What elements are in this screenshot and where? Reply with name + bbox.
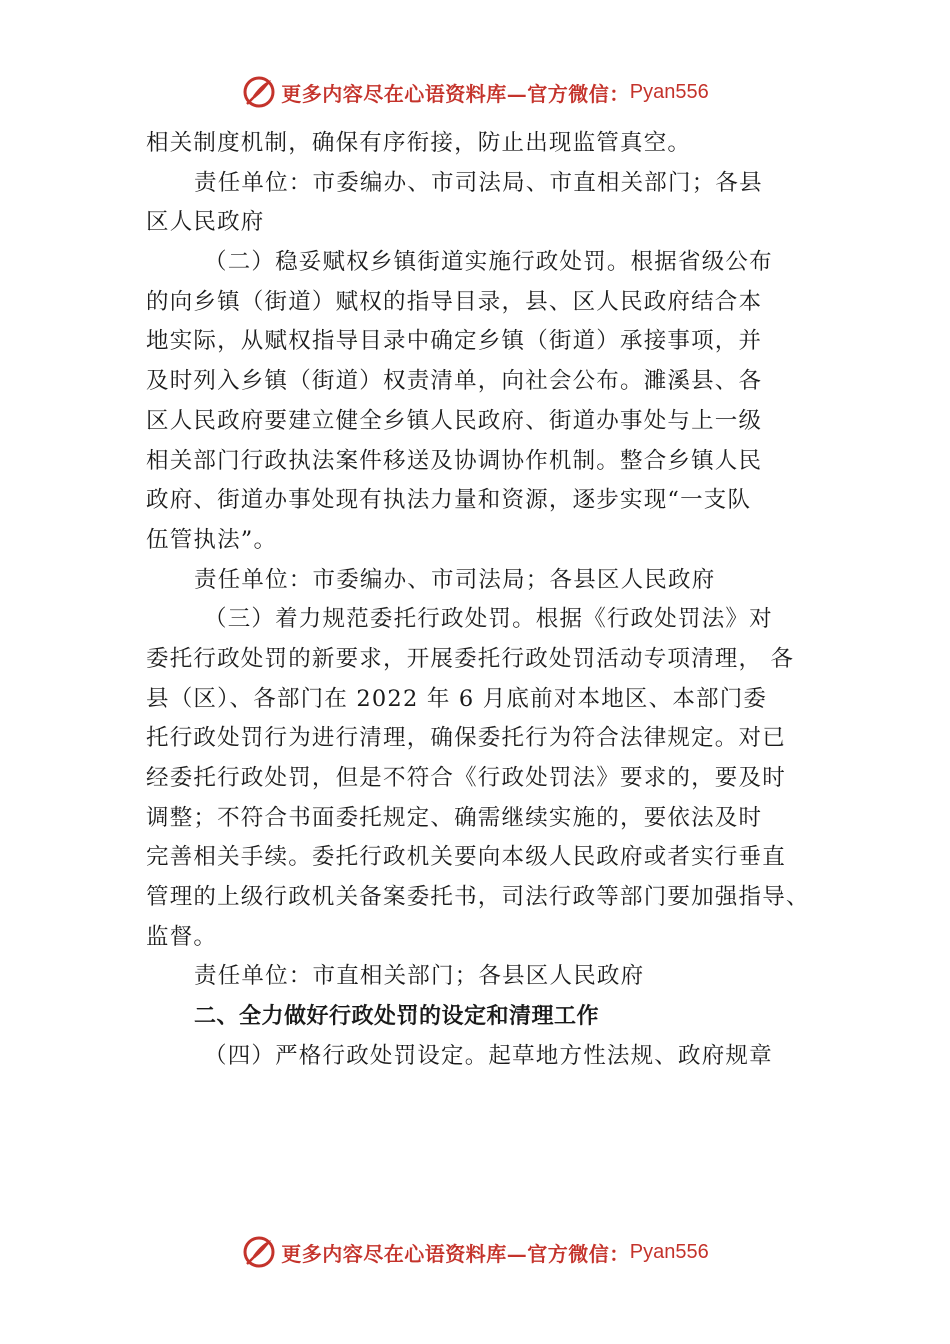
watermark-text: 更多内容尽在心语资料库—官方微信：: [281, 81, 630, 106]
paragraph-line: 监督。: [146, 923, 218, 950]
paragraph-line: 委托行政处罚的新要求，开展委托行政处罚活动专项清理， 各: [146, 645, 795, 672]
paragraph-line: 的向乡镇（街道）赋权的指导目录，县、区人民政府结合本: [146, 288, 763, 315]
feather-seal-icon: [241, 1234, 277, 1270]
responsibility-line: 责任单位：市直相关部门；各县区人民政府: [194, 963, 645, 990]
responsibility-line: 责任单位：市委编办、市司法局；各县区人民政府: [194, 566, 716, 593]
paragraph-line: 托行政处罚行为进行清理，确保委托行为符合法律规定。对已: [146, 725, 786, 752]
section-item-2: （二）稳妥赋权乡镇街道实施行政处罚。根据省级公布: [204, 249, 773, 276]
watermark-id: Pyan556: [629, 80, 709, 103]
paragraph-line: 区人民政府: [146, 209, 265, 236]
responsibility-line: 责任单位：市委编办、市司法局、市直相关部门；各县: [194, 169, 763, 196]
paragraph-line: 相关部门行政执法案件移送及协调协作机制。整合乡镇人民: [146, 447, 763, 474]
paragraph-line: 相关制度机制，确保有序衔接，防止出现监管真空。: [146, 130, 692, 156]
paragraph-line: 政府、街道办事处现有执法力量和资源，逐步实现“一支队: [146, 487, 752, 514]
section-item-3: （三）着力规范委托行政处罚。根据《行政处罚法》对: [204, 606, 773, 633]
paragraph-line: 调整；不符合书面委托规定、确需继续实施的，要依法及时: [146, 804, 763, 831]
section-item-4: （四）严格行政处罚设定。起草地方性法规、政府规章: [204, 1042, 773, 1069]
paragraph-line: 伍管执法”。: [146, 526, 278, 553]
paragraph-line: 县（区）、各部门在 2022 年 6 月底前对本地区、本部门委: [146, 685, 768, 712]
paragraph-line: 经委托行政处罚，但是不符合《行政处罚法》要求的，要及时: [146, 765, 786, 791]
paragraph-line: 管理的上级行政机关备案委托书，司法行政等部门要加强指导、: [146, 884, 810, 911]
watermark-text: 更多内容尽在心语资料库—官方微信：: [281, 1241, 630, 1266]
feather-seal-icon: [241, 74, 277, 110]
section-heading: 二、全力做好行政处罚的设定和清理工作: [194, 1004, 600, 1030]
watermark-footer: [0, 1232, 950, 1272]
paragraph-line: 及时列入乡镇（街道）权责清单，向社会公布。濉溪县、各: [146, 368, 763, 395]
watermark-header: [0, 72, 950, 112]
paragraph-line: 完善相关手续。委托行政机关要向本级人民政府或者实行垂直: [146, 844, 786, 871]
paragraph-line: 区人民政府要建立健全乡镇人民政府、街道办事处与上一级: [146, 407, 763, 434]
paragraph-line: 地实际，从赋权指导目录中确定乡镇（街道）承接事项，并: [146, 328, 763, 355]
document-body: [146, 124, 826, 1077]
watermark-id: Pyan556: [629, 1240, 709, 1263]
